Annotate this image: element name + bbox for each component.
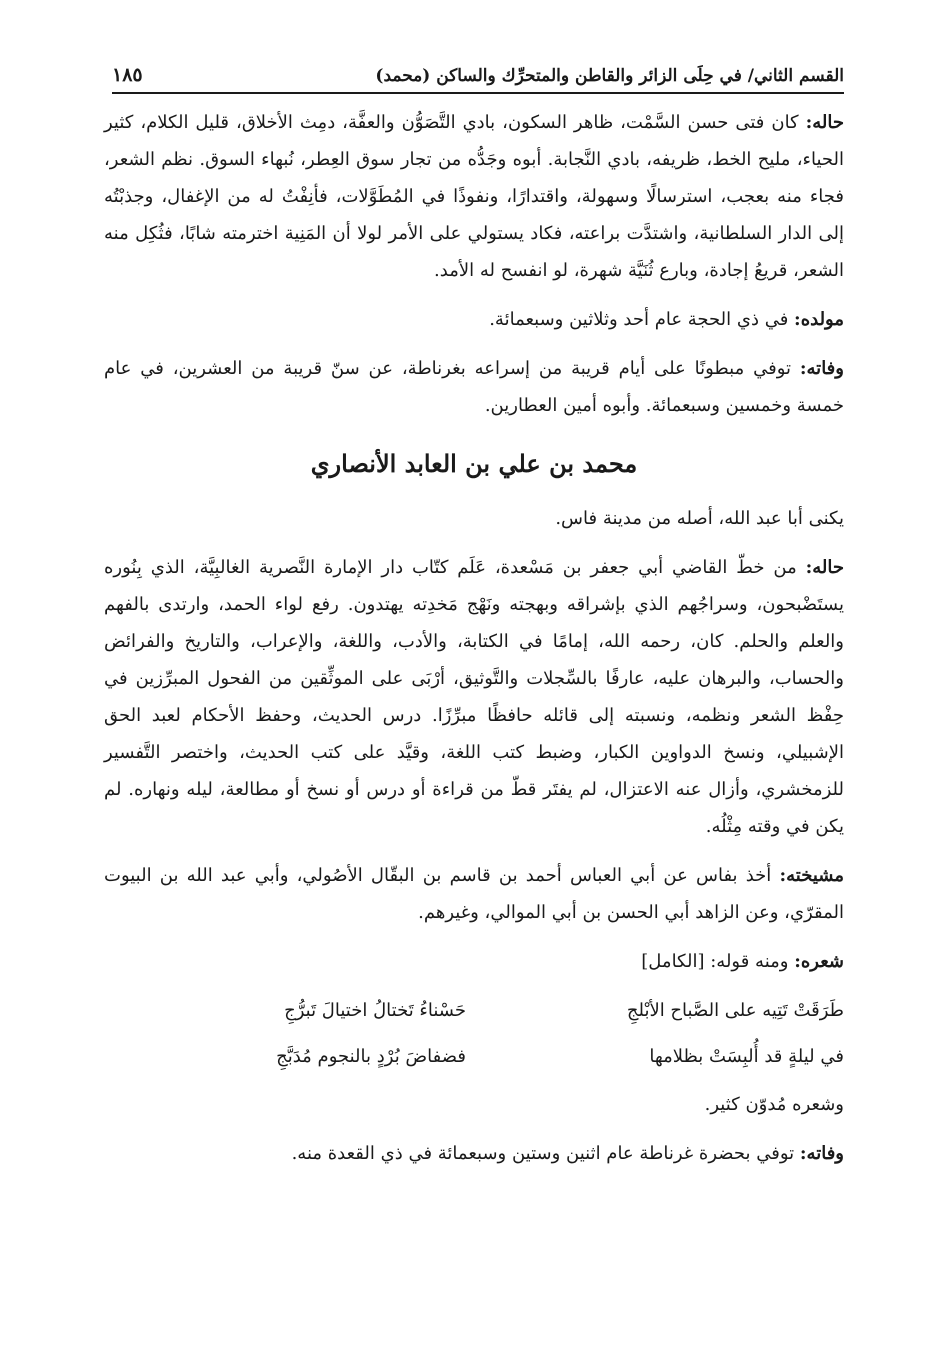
poetry-closing: وشعره مُدوّن كثير. [704, 1094, 844, 1115]
label-mashyakha: مشيخته: [779, 865, 844, 886]
label-shiruh: شعره: [794, 951, 844, 972]
verse-hemistich-second: فضفاضَ بُرْدٍ بالنجوم مُدَبَّجِ [276, 1046, 466, 1067]
label-wafat-1: وفاته: [799, 358, 844, 379]
poetry-intro [104, 943, 844, 980]
label-hal-2: حاله: [805, 557, 844, 578]
text-wafat-2: توفي بحضرة غرناطة عام اثنين وستين وسبعمائة في ذي القعدة منه. [291, 1143, 795, 1164]
label-mawlid: مولده: [794, 309, 844, 330]
text-mashyakha: أخذ بفاس عن أبي العباس أحمد بن قاسم بن البقّال الأصُولي، وأبي عبد الله بن البيوت المقرّي، وعن الزاهد أبي الحسن بن أبي الموالي، وغيرهم. [104, 865, 844, 923]
running-header [112, 52, 844, 94]
poetry-meter-note: ومنه قوله: [الكامل] [641, 951, 789, 972]
verse-line [104, 1034, 844, 1080]
verse-hemistich-first: في ليلةٍ قد أُلبِسَتْ بظلامها [649, 1046, 844, 1067]
page-body [104, 104, 844, 1184]
paragraph-hal-1 [104, 104, 844, 289]
paragraph-mawlid [104, 301, 844, 338]
text-mawlid: في ذي الحجة عام أحد وثلاثين وسبعمائة. [489, 309, 789, 330]
section-heading: محمد بن علي بن العابد الأنصاري [310, 449, 638, 478]
running-header-title: القسم الثاني/ في حِلَى الزائر والقاطن والمتحرِّك والساكن (محمد) [375, 66, 844, 86]
label-hal-1: حاله: [805, 112, 844, 133]
paragraph-intro: يكنى أبا عبد الله، أصله من مدينة فاس. [555, 508, 844, 529]
text-hal-2: من خطّ القاضي أبي جعفر بن مَسْعدة، عَلَم كتّاب دار الإمارة النَّصرية الغالبِيَّة، الذي بِنُوره يستَضْبحون، وسراجُهم الذي بإشراقه وبهجته ونَهْج مَخدِته يهتدون. رفع لواء الحمد، وارتدى بالفهم والعلم والحلم. كان، رحمه الله، إمامًا في الكتابة، والأدب، واللغة، والإعراب، والتاريخ والفرائض والحساب، والبرهان عليه، عارفًا بالسِّجلات والتَّوثيق، أرْبَى على الموثِّقين من الفحول المبرِّزين في حِفْظ الشعر ونظمه، ونسبته إلى قائله حافظًا مبرِّزًا. درس الحديث، وحفظ الأحكام لعبد الحق الإشبيلي، ونسخ الدواوين الكبار، وضبط كتب اللغة، وقيَّد على كتب الحديث، واختصر التَّفسير للزمخشري، وأزال عنه الاعتزال، لم يفتَر قطّ من قراءة أو درس أو نسخ أو مطالعة، ليله ونهاره. لم يكن في وقته مِثْلُه. [104, 557, 844, 837]
paragraph-wafat-2 [104, 1135, 844, 1172]
text-wafat-1: توفي مبطونًا على أيام قريبة من إسراعه بغرناطة، عن سنّ قريبة من العشرين، في عام خمسة وخمسين وسبعمائة. وأبوه أمين العطارين. [104, 358, 844, 416]
text-hal-1: كان فتى حسن السَّمْت، ظاهر السكون، بادي التَّصَوُّن والعفَّة، دمِث الأخلاق، قليل الكلام، كثير الحياء، مليح الخط، ظريفه، بادي النَّجابة. أبوه وجَدُّه من تجار سوق العِطر، نُبهاء السوق. نظم الشعر، فجاء منه بعجب، استرسالًا وسهولة، واقتدارًا، ونفوذًا في المُطَوَّلات، فأنِفْتُ له من الإغفال، وجذبْتُه إلى الدار السلطانية، واشتدَّت براعته، فكاد يستولي على الأمر لولا أن المَنِية اخترمته شابًا، فثُكِل منه الشعر، قريعُ إجادة، وبارع ثُنَيَّة شهرة، لو انفسح له الأمد. [104, 112, 844, 281]
paragraph-hal-2 [104, 549, 844, 845]
verse-hemistich-second: حَسْناءُ تَختالُ اختيالَ تَبرُّجِ [284, 1000, 466, 1021]
paragraph-mashyakha [104, 857, 844, 931]
paragraph-wafat-1 [104, 350, 844, 424]
label-wafat-2: وفاته: [799, 1143, 844, 1164]
page-number: ١٨٥ [112, 64, 143, 86]
verse-hemistich-first: طَرَقَتْ تَتِيه على الصَّباح الأبْلجِ [626, 1000, 844, 1021]
verse-line [104, 988, 844, 1034]
